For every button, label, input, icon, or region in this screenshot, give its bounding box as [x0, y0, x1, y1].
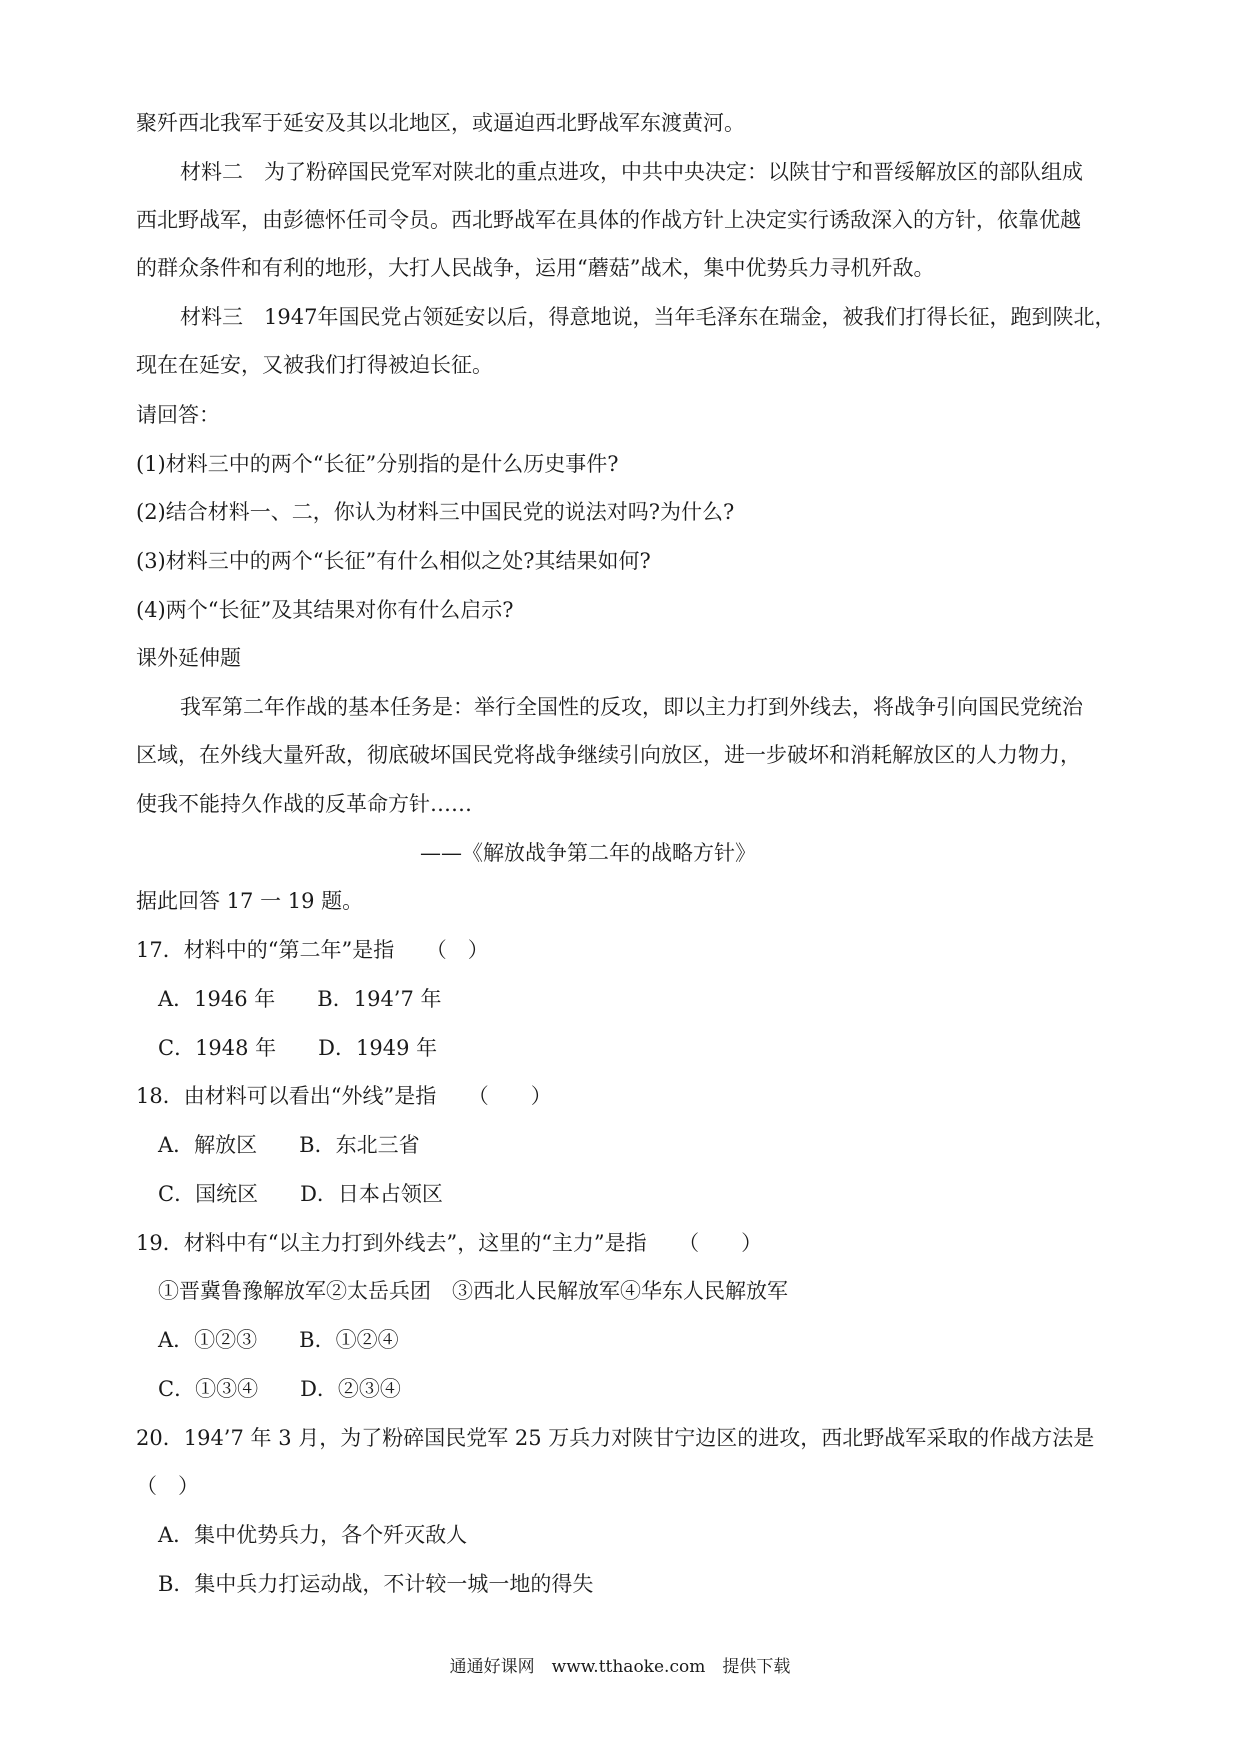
page-footer: 通通好课网 www.tthaoke.com 提供下载: [449, 1657, 791, 1677]
question-3: (3)材料三中的两个“长征”有什么相似之处?其结果如何?: [136, 549, 651, 573]
options-17-ab: A．1946 年 B．194’7 年: [158, 987, 442, 1011]
question-2: (2)结合材料一、二，你认为材料三中国民党的说法对吗?为什么?: [136, 500, 735, 524]
passage-line: 我军第二年作战的基本任务是：举行全国性的反攻，即以主力打到外线去，将战争引向国民党统治: [180, 695, 1083, 719]
question-20: 20．194’7 年 3 月，为了粉碎国民党军 25 万兵力对陕甘宁边区的进攻，西北野战军采取的作战方法是: [136, 1426, 1095, 1450]
passage-line: 区域，在外线大量歼敌，彻底破坏国民党将战争继续引向放区，进一步破坏和消耗解放区的人力物力，: [136, 743, 1081, 767]
instruction-line: 据此回答 17 一 19 题。: [136, 889, 364, 913]
question-1: (1)材料三中的两个“长征”分别指的是什么历史事件?: [136, 452, 619, 476]
options-19-ab: A．①②③ B．①②④: [158, 1328, 399, 1352]
question-17: 17．材料中的“第二年”是指 （ ）: [136, 938, 489, 962]
option-20-b: B．集中兵力打运动战，不计较一城一地的得失: [158, 1572, 594, 1596]
question-18: 18．由材料可以看出“外线”是指 （ ）: [136, 1084, 552, 1108]
section-heading: 课外延伸题: [136, 646, 241, 670]
options-18-cd: C．国统区 D．日本占领区: [158, 1182, 443, 1206]
text-line: 的群众条件和有利的地形，大打人民战争，运用“蘑菇”战术，集中优势兵力寻机歼敌。: [136, 256, 935, 280]
question-4: (4)两个“长征”及其结果对你有什么启示?: [136, 598, 514, 622]
options-17-cd: C．1948 年 D．1949 年: [158, 1036, 438, 1060]
passage-line: 使我不能持久作战的反革命方针……: [136, 792, 472, 816]
question-20-blank: （ ）: [136, 1474, 199, 1498]
question-19-items: ①晋冀鲁豫解放军②太岳兵团 ③西北人民解放军④华东人民解放军: [158, 1279, 788, 1303]
options-18-ab: A．解放区 B．东北三省: [158, 1133, 420, 1157]
material-three-line: 材料三 1947年国民党占领延安以后，得意地说，当年毛泽东在瑞金，被我们打得长征，跑到陕北，: [180, 305, 1116, 329]
option-20-a: A．集中优势兵力，各个歼灭敌人: [158, 1523, 468, 1547]
text-line: 聚歼西北我军于延安及其以北地区，或逼迫西北野战军东渡黄河。: [136, 111, 745, 135]
text-line: 西北野战军，由彭德怀任司令员。西北野战军在具体的作战方针上决定实行诱敌深入的方针，依靠优越: [136, 208, 1081, 232]
passage-source: ——《解放战争第二年的战略方针》: [420, 841, 756, 865]
material-two-line: 材料二 为了粉碎国民党军对陕北的重点进攻，中共中央决定：以陕甘宁和晋绥解放区的部队组成: [180, 160, 1083, 184]
question-19: 19．材料中有“以主力打到外线去”，这里的“主力”是指 （ ）: [136, 1231, 763, 1255]
prompt-heading: 请回答：: [136, 403, 220, 427]
text-line: 现在在延安，又被我们打得被迫长征。: [136, 353, 493, 377]
options-19-cd: C．①③④ D．②③④: [158, 1377, 401, 1401]
